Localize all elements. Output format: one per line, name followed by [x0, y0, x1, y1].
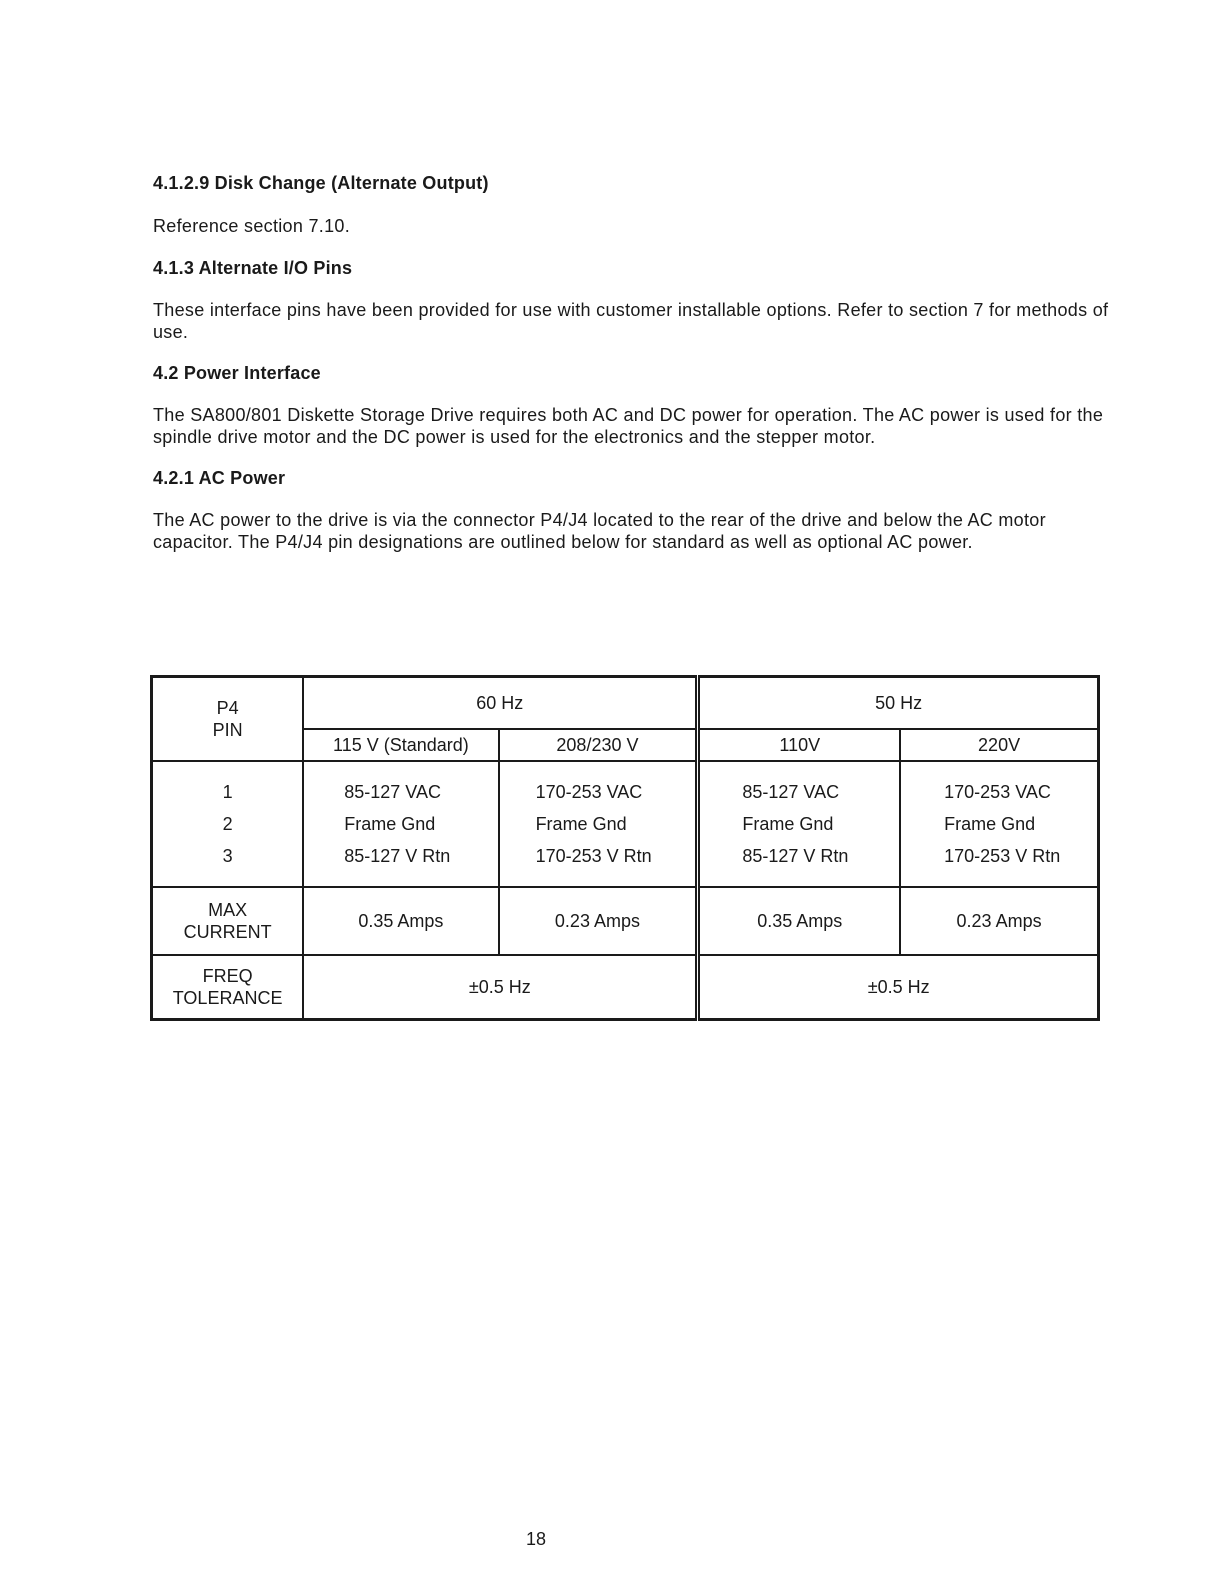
pin-value: 85-127 V Rtn — [742, 846, 849, 866]
pins-110v-cell — [698, 761, 900, 887]
pin-value: Frame Gnd — [742, 814, 834, 834]
max-label-line-1: MAX — [208, 900, 248, 920]
pin-value: 85-127 V Rtn — [344, 846, 451, 866]
max-label-line-2: CURRENT — [183, 922, 272, 942]
freq-tolerance-60hz: ±0.5 Hz — [303, 955, 698, 1020]
pin-value: 85-127 VAC — [742, 782, 840, 802]
pin-value: Frame Gnd — [535, 814, 627, 834]
heading-ac-power: 4.2.1 AC Power — [153, 468, 286, 488]
para-disk-change: Reference section 7.10. — [153, 216, 351, 236]
pin-numbers-cell — [152, 761, 304, 887]
pin-value: 170-253 VAC — [944, 782, 1051, 802]
pin-number: 2 — [222, 814, 233, 834]
pin-value: Frame Gnd — [344, 814, 436, 834]
max-current-220v: 0.23 Amps — [900, 887, 1098, 955]
para-power-interface: The SA800/801 Diskette Storage Drive requires both AC and DC power for operation. The AC power is used for the spindle drive motor and the DC power is used for the electronics and the stepper motor. — [153, 405, 1104, 447]
page-content — [153, 173, 1113, 553]
heading-alternate-io-pins: 4.1.3 Alternate I/O Pins — [153, 258, 353, 278]
para-ac-power: The AC power to the drive is via the connector P4/J4 located to the rear of the drive and below the AC motor capacitor. The P4/J4 pin designations are outlined below for standard as well as optional AC power. — [153, 510, 1046, 552]
page-number: 18 — [525, 1529, 547, 1549]
header-208-230v: 208/230 V — [499, 729, 698, 761]
header-115v: 115 V (Standard) — [303, 729, 498, 761]
header-50hz: 50 Hz — [698, 677, 1099, 730]
freq-tolerance-label — [152, 955, 304, 1020]
corner-header — [152, 677, 304, 762]
pin-number: 3 — [222, 846, 233, 866]
pins-220v-cell — [900, 761, 1098, 887]
pin-value: 170-253 VAC — [535, 782, 643, 802]
ac-power-pin-table — [150, 675, 1100, 1021]
header-220v: 220V — [900, 729, 1098, 761]
max-current-110v: 0.35 Amps — [698, 887, 900, 955]
pin-value: 170-253 V Rtn — [944, 846, 1061, 866]
pin-number: 1 — [222, 782, 233, 802]
max-current-label — [152, 887, 304, 955]
max-current-208v: 0.23 Amps — [499, 887, 698, 955]
pin-value: 170-253 V Rtn — [535, 846, 652, 866]
para-alternate-io-pins: These interface pins have been provided for use with customer installable options. Refer to section 7 for methods of use. — [153, 300, 1109, 342]
freq-label-line-2: TOLERANCE — [172, 988, 283, 1008]
pin-value: 85-127 VAC — [344, 782, 441, 802]
corner-line-1: P4 — [216, 698, 239, 718]
heading-power-interface: 4.2 Power Interface — [153, 363, 321, 383]
pin-value: Frame Gnd — [944, 814, 1036, 834]
freq-tolerance-50hz: ±0.5 Hz — [698, 955, 1099, 1020]
pins-208v-cell — [499, 761, 698, 887]
header-60hz: 60 Hz — [303, 677, 698, 730]
max-current-115v: 0.35 Amps — [303, 887, 498, 955]
heading-disk-change: 4.1.2.9 Disk Change (Alternate Output) — [153, 173, 489, 193]
pins-115v-cell — [303, 761, 498, 887]
corner-line-2: PIN — [212, 720, 243, 740]
freq-label-line-1: FREQ — [202, 966, 253, 986]
header-110v: 110V — [698, 729, 900, 761]
